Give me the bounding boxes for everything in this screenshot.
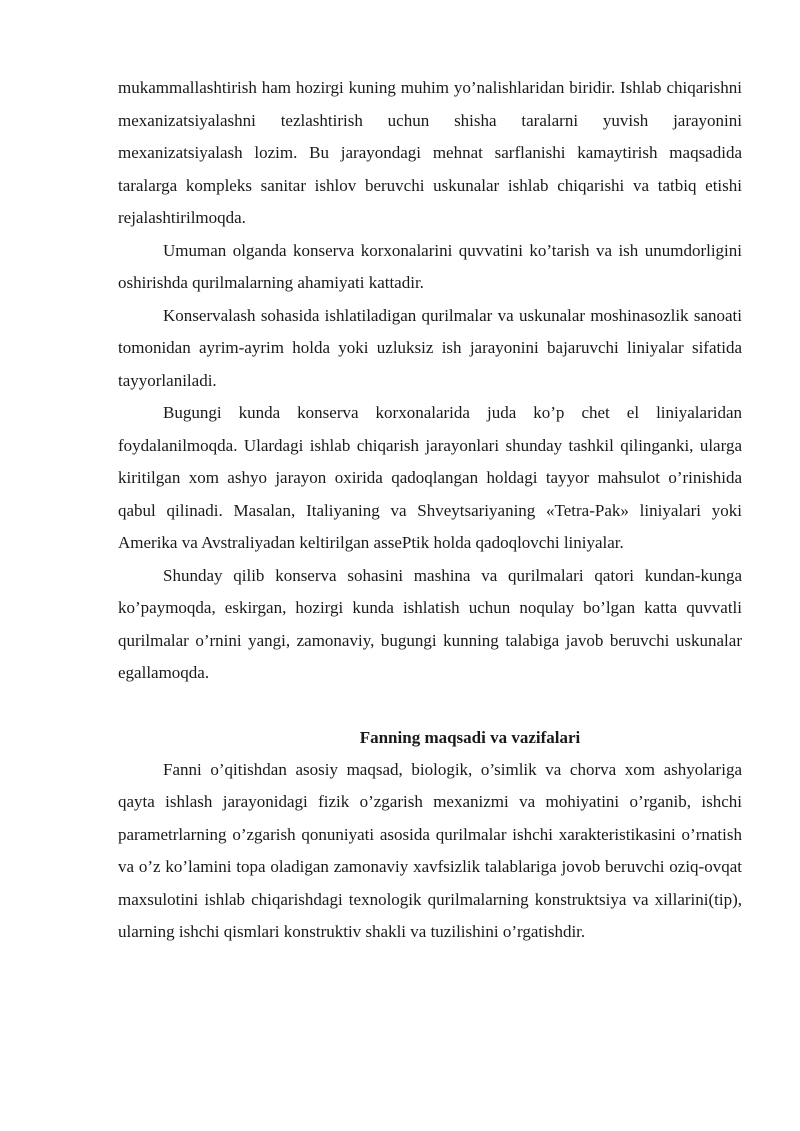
paragraph-foreign-lines: Bugungi kunda konserva korxonalarida juda ko’p chet el liniyalaridan foydalanilmoqda. Ulardagi ishlab chiqarish jarayonlari shunday tashkil qilinganki, ularga kiritilgan xom ashyo jarayon oxirida qadoqlangan holdagi tayyor mahsulot o’rinishida qabul qilinadi. Masalan, Italiyaning va Shveytsariyaning «Tetra-Pak» liniyalari yoki Amerika va Avstraliyadan keltirilgan assePtik holda qadoqlovchi liniyalar.	[118, 403, 742, 552]
section-heading: Fanning maqsadi va vazifalari	[359, 727, 581, 747]
paragraph-equipment: Konservalash sohasida ishlatiladigan qurilmalar va uskunalar moshinasozlik sanoati tomonidan ayrim-ayrim holda yoki uzluksiz ish jarayonini bajaruvchi liniyalar sifatida tayyorlaniladi.	[118, 305, 742, 390]
paragraph-conclusion: Shunday qilib konserva sohasini mashina va qurilmalari qatori kundan-kunga ko’paymoqda, eskirgan, hozirgi kunda ishlatish uchun noqulay bo’lgan katta quvvatli qurilmalar o’rnini yangi, zamonaviy, bugungi kunning talabiga javob beruvchi uskunalar egallamoqda.	[118, 565, 742, 682]
paragraph-course-goal: Fanni o’qitishdan asosiy maqsad, biologik, o’simlik va chorva xom ashyolariga qayta ishlash jarayonidagi fizik o’zgarish mexanizmi va mohiyatini o’rganib, ishchi parametrlarning o’zgarish qonuniyati asosida qurilmalar ishchi xarakteristikasini o’rnatish va o’z ko’lamini topa oladigan zamonaviy xavfsizlik talablariga jovob beruvchi oziq-ovqat maxsulotini ishlab chiqarishdagi texnologik qurilmalarning konstruktsiya va xillarini(tip), ularning ishchi qismlari konstruktiv shakli va tuzilishini o’rgatishdir.	[118, 759, 742, 941]
paragraph-continuation: mukammallashtirish ham hozirgi kuning muhim yo’nalishlaridan biridir. Ishlab chiqarishni mexanizatsiyalashni tezlashtirish uchun shisha taralarni yuvish jarayonini mexanizatsiyalash lozim. Bu jarayondagi mehnat sarflanishi kamaytirish maqsadida taralarga kompleks sanitar ishlov beruvchi uskunalar ishlab chiqarishi va tatbiq etishi rejalashtirilmoqda.	[118, 78, 742, 227]
paragraph-capacity: Umuman olganda konserva korxonalarini quvvatini ko’tarish va ish unumdorligini oshirishda qurilmalarning ahamiyati kattadir.	[118, 240, 742, 292]
section-spacer	[118, 690, 742, 722]
document-page	[118, 72, 742, 949]
